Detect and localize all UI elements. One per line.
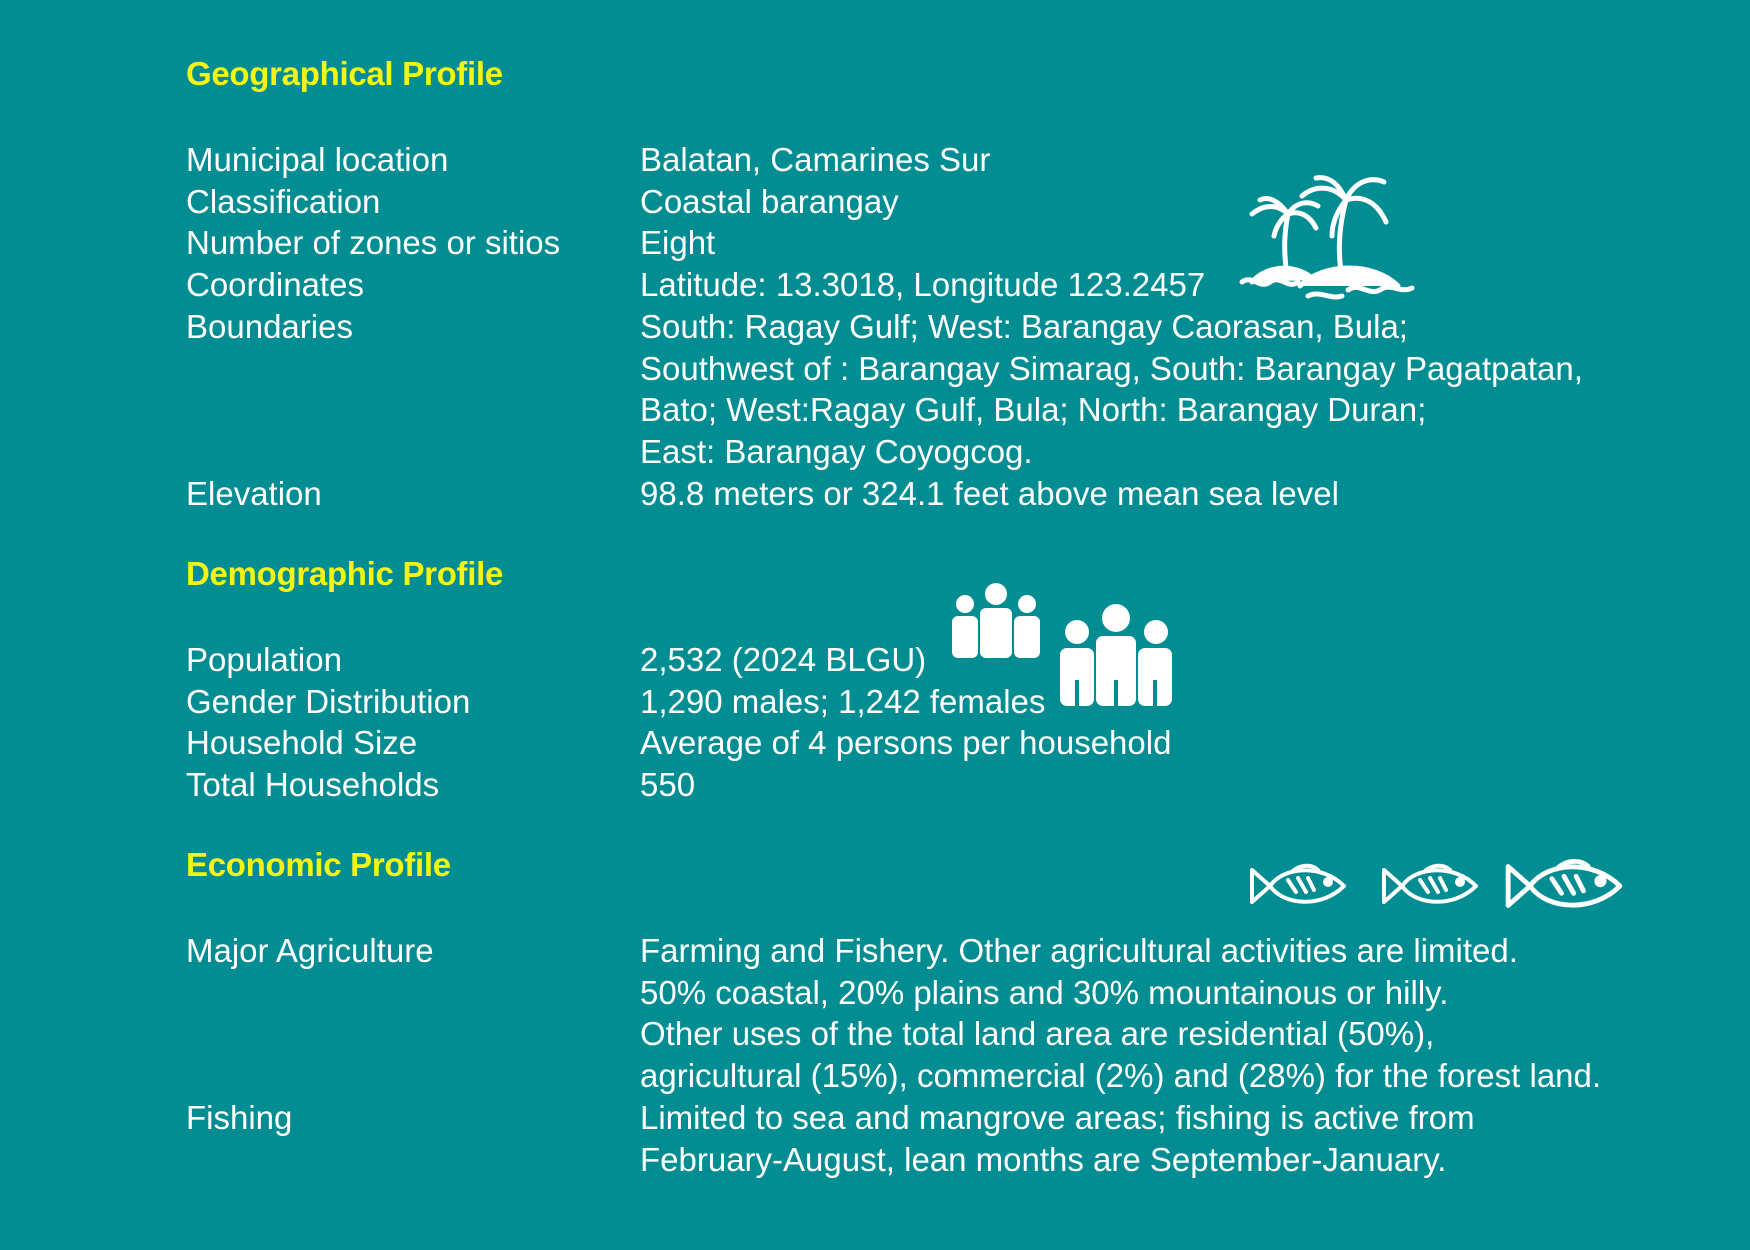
value-household-size [640, 722, 1171, 764]
label-population: Population [186, 641, 342, 678]
value-line: Farming and Fishery. Other agricultural activities are limited. [640, 932, 1518, 969]
value-line: Latitude: 13.3018, Longitude 123.2457 [640, 266, 1206, 304]
label-fishing: Fishing [186, 1098, 293, 1136]
demographic-heading: Demographic Profile [186, 555, 504, 592]
value-line: Average of 4 persons per household [640, 724, 1172, 762]
fish-icon [1248, 858, 1348, 914]
value-population [640, 639, 926, 681]
value-line: Southwest of : Barangay Simarag, South: Barangay Pagatpatan, [640, 349, 1583, 387]
value-line: 1,290 males; 1,242 females [640, 682, 1046, 720]
value-line: 2,532 (2024 BLGU) [640, 641, 927, 678]
value-line: East: Barangay Coyogcog. [640, 432, 1033, 470]
value-line: Balatan, Camarines Sur [640, 141, 991, 178]
value-line: Other uses of the total land area are residential (50%), [640, 1015, 1435, 1053]
label-total-households: Total Households [186, 766, 440, 804]
label-boundaries: Boundaries [186, 307, 353, 345]
value-classification [640, 181, 899, 223]
value-coordinates [640, 264, 1205, 306]
value-line: South: Ragay Gulf; West: Barangay Caorasan, Bula; [640, 307, 1408, 345]
value-zones [640, 222, 715, 264]
value-elevation [640, 473, 1339, 515]
value-line: agricultural (15%), commercial (2%) and (28%) for the forest land. [640, 1057, 1602, 1095]
value-line: Limited to sea and mangrove areas; fishing is active from [640, 1098, 1475, 1136]
label-classification: Classification [186, 182, 381, 220]
label-household-size: Household Size [186, 724, 418, 762]
label-elevation: Elevation [186, 474, 322, 512]
value-line: 50% coastal, 20% plains and 30% mountainous or hilly. [640, 973, 1449, 1011]
economic-heading: Economic Profile [186, 846, 451, 883]
value-municipal-location [640, 139, 990, 181]
fish-icon [1380, 858, 1480, 914]
value-boundaries [640, 306, 1583, 473]
label-coordinates: Coordinates [186, 266, 364, 304]
value-line: February-August, lean months are September-January. [640, 1140, 1447, 1178]
value-line: 550 [640, 766, 696, 804]
value-major-agriculture [640, 930, 1601, 1097]
value-line: 98.8 meters or 324.1 feet above mean sea level [640, 474, 1339, 512]
value-line: Bato; West:Ragay Gulf, Bula; North: Barangay Duran; [640, 391, 1427, 429]
value-fishing [640, 1097, 1475, 1180]
palm-island-icon [1238, 170, 1418, 300]
value-line: Coastal barangay [640, 182, 899, 220]
label-zones: Number of zones or sitios [186, 224, 561, 262]
value-line: Eight [640, 224, 716, 262]
people-group-icon [948, 580, 1178, 710]
label-major-agriculture: Major Agriculture [186, 932, 434, 969]
value-total-households [640, 764, 695, 806]
label-municipal-location: Municipal location [186, 141, 449, 178]
label-gender: Gender Distribution [186, 682, 471, 720]
geographical-heading: Geographical Profile [186, 55, 503, 92]
fish-icon [1502, 852, 1626, 920]
